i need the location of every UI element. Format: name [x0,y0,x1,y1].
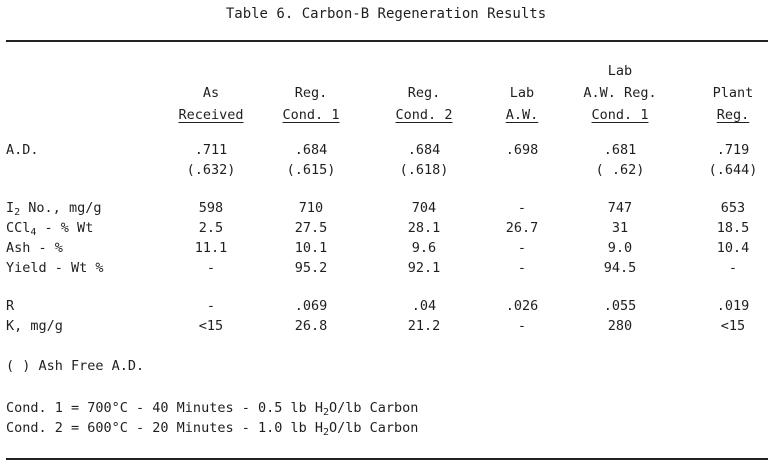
condition-1-note: Cond. 1 = 700°C - 40 Minutes - 0.5 lb $H_2O/lb$ Carbon [6,400,419,418]
table-cell: 92.1 [407,260,441,276]
table-cell: - [206,260,216,276]
table-cell: - [517,240,527,256]
row-label-ash: Ash - % [6,240,63,256]
header-as-received: As Received [178,85,244,123]
table-cell: (.644) [708,162,758,178]
table-cell: 598 [198,200,224,216]
table-cell: - [517,318,527,334]
ash-free-footnote: ( ) Ash Free A.D. [6,358,145,374]
table-cell: (.615) [286,162,336,178]
table-cell: .04 [411,298,437,314]
table-cell: .719 [716,142,750,158]
table-cell: .698 [505,142,539,158]
table-cell: 95.2 [294,260,328,276]
table-cell: 280 [607,318,633,334]
table-cell: 26.8 [294,318,328,334]
table-cell: 2.5 [198,220,224,236]
table-cell: 9.0 [607,240,633,256]
table-cell: - [206,298,216,314]
table-cell: 31 [611,220,629,236]
table-cell: <15 [198,318,224,334]
row-label-i2: $I_2$ No., mg/g [6,200,102,218]
table-cell: - [517,200,527,216]
table-cell: 18.5 [716,220,750,236]
table-cell: 21.2 [407,318,441,334]
row-label-k: K, mg/g [6,318,63,334]
header-reg-cond-2: Reg. Cond. 2 [395,85,453,123]
table-cell: .026 [505,298,539,314]
table-cell: (.618) [399,162,449,178]
row-label-ccl4: CCl$_4$ - % Wt [6,220,94,238]
table-cell: .681 [603,142,637,158]
table-cell: .055 [603,298,637,314]
table-cell: 94.5 [603,260,637,276]
header-lab-aw: Lab A.W. [505,85,539,123]
table-cell: - [728,260,738,276]
table-cell: .019 [716,298,750,314]
table-cell: 704 [411,200,437,216]
table-cell: 26.7 [505,220,539,236]
table-cell: (.632) [186,162,236,178]
table-title: Table 6. Carbon-B Regeneration Results [225,6,547,22]
row-label-r: R [6,298,15,314]
table-cell: 710 [298,200,324,216]
table-cell: ( .62) [595,162,645,178]
row-label-yield: Yield - Wt % [6,260,104,276]
table-cell: 653 [720,200,746,216]
table-cell: 9.6 [411,240,437,256]
table-cell: .684 [407,142,441,158]
table-cell: 27.5 [294,220,328,236]
table-cell: 10.1 [294,240,328,256]
condition-2-note: Cond. 2 = 600°C - 20 Minutes - 1.0 lb $H_2O/lb$ Carbon [6,420,419,438]
table-cell: 10.4 [716,240,750,256]
table-cell: 11.1 [194,240,228,256]
header-reg-cond-1: Reg. Cond. 1 [282,85,340,123]
table-cell: .711 [194,142,228,158]
table-cell: .684 [294,142,328,158]
table-cell: 747 [607,200,633,216]
table-cell: <15 [720,318,746,334]
header-lab-aw-reg-cond-1: Lab A.W. Reg. Cond. 1 [583,63,657,123]
header-plant-reg: Plant Reg. [712,85,754,123]
table-cell: .069 [294,298,328,314]
table-cell: - [517,260,527,276]
bottom-rule [6,458,768,460]
top-rule [6,40,768,42]
row-label-ad: A.D. [6,142,39,158]
table-cell: 28.1 [407,220,441,236]
